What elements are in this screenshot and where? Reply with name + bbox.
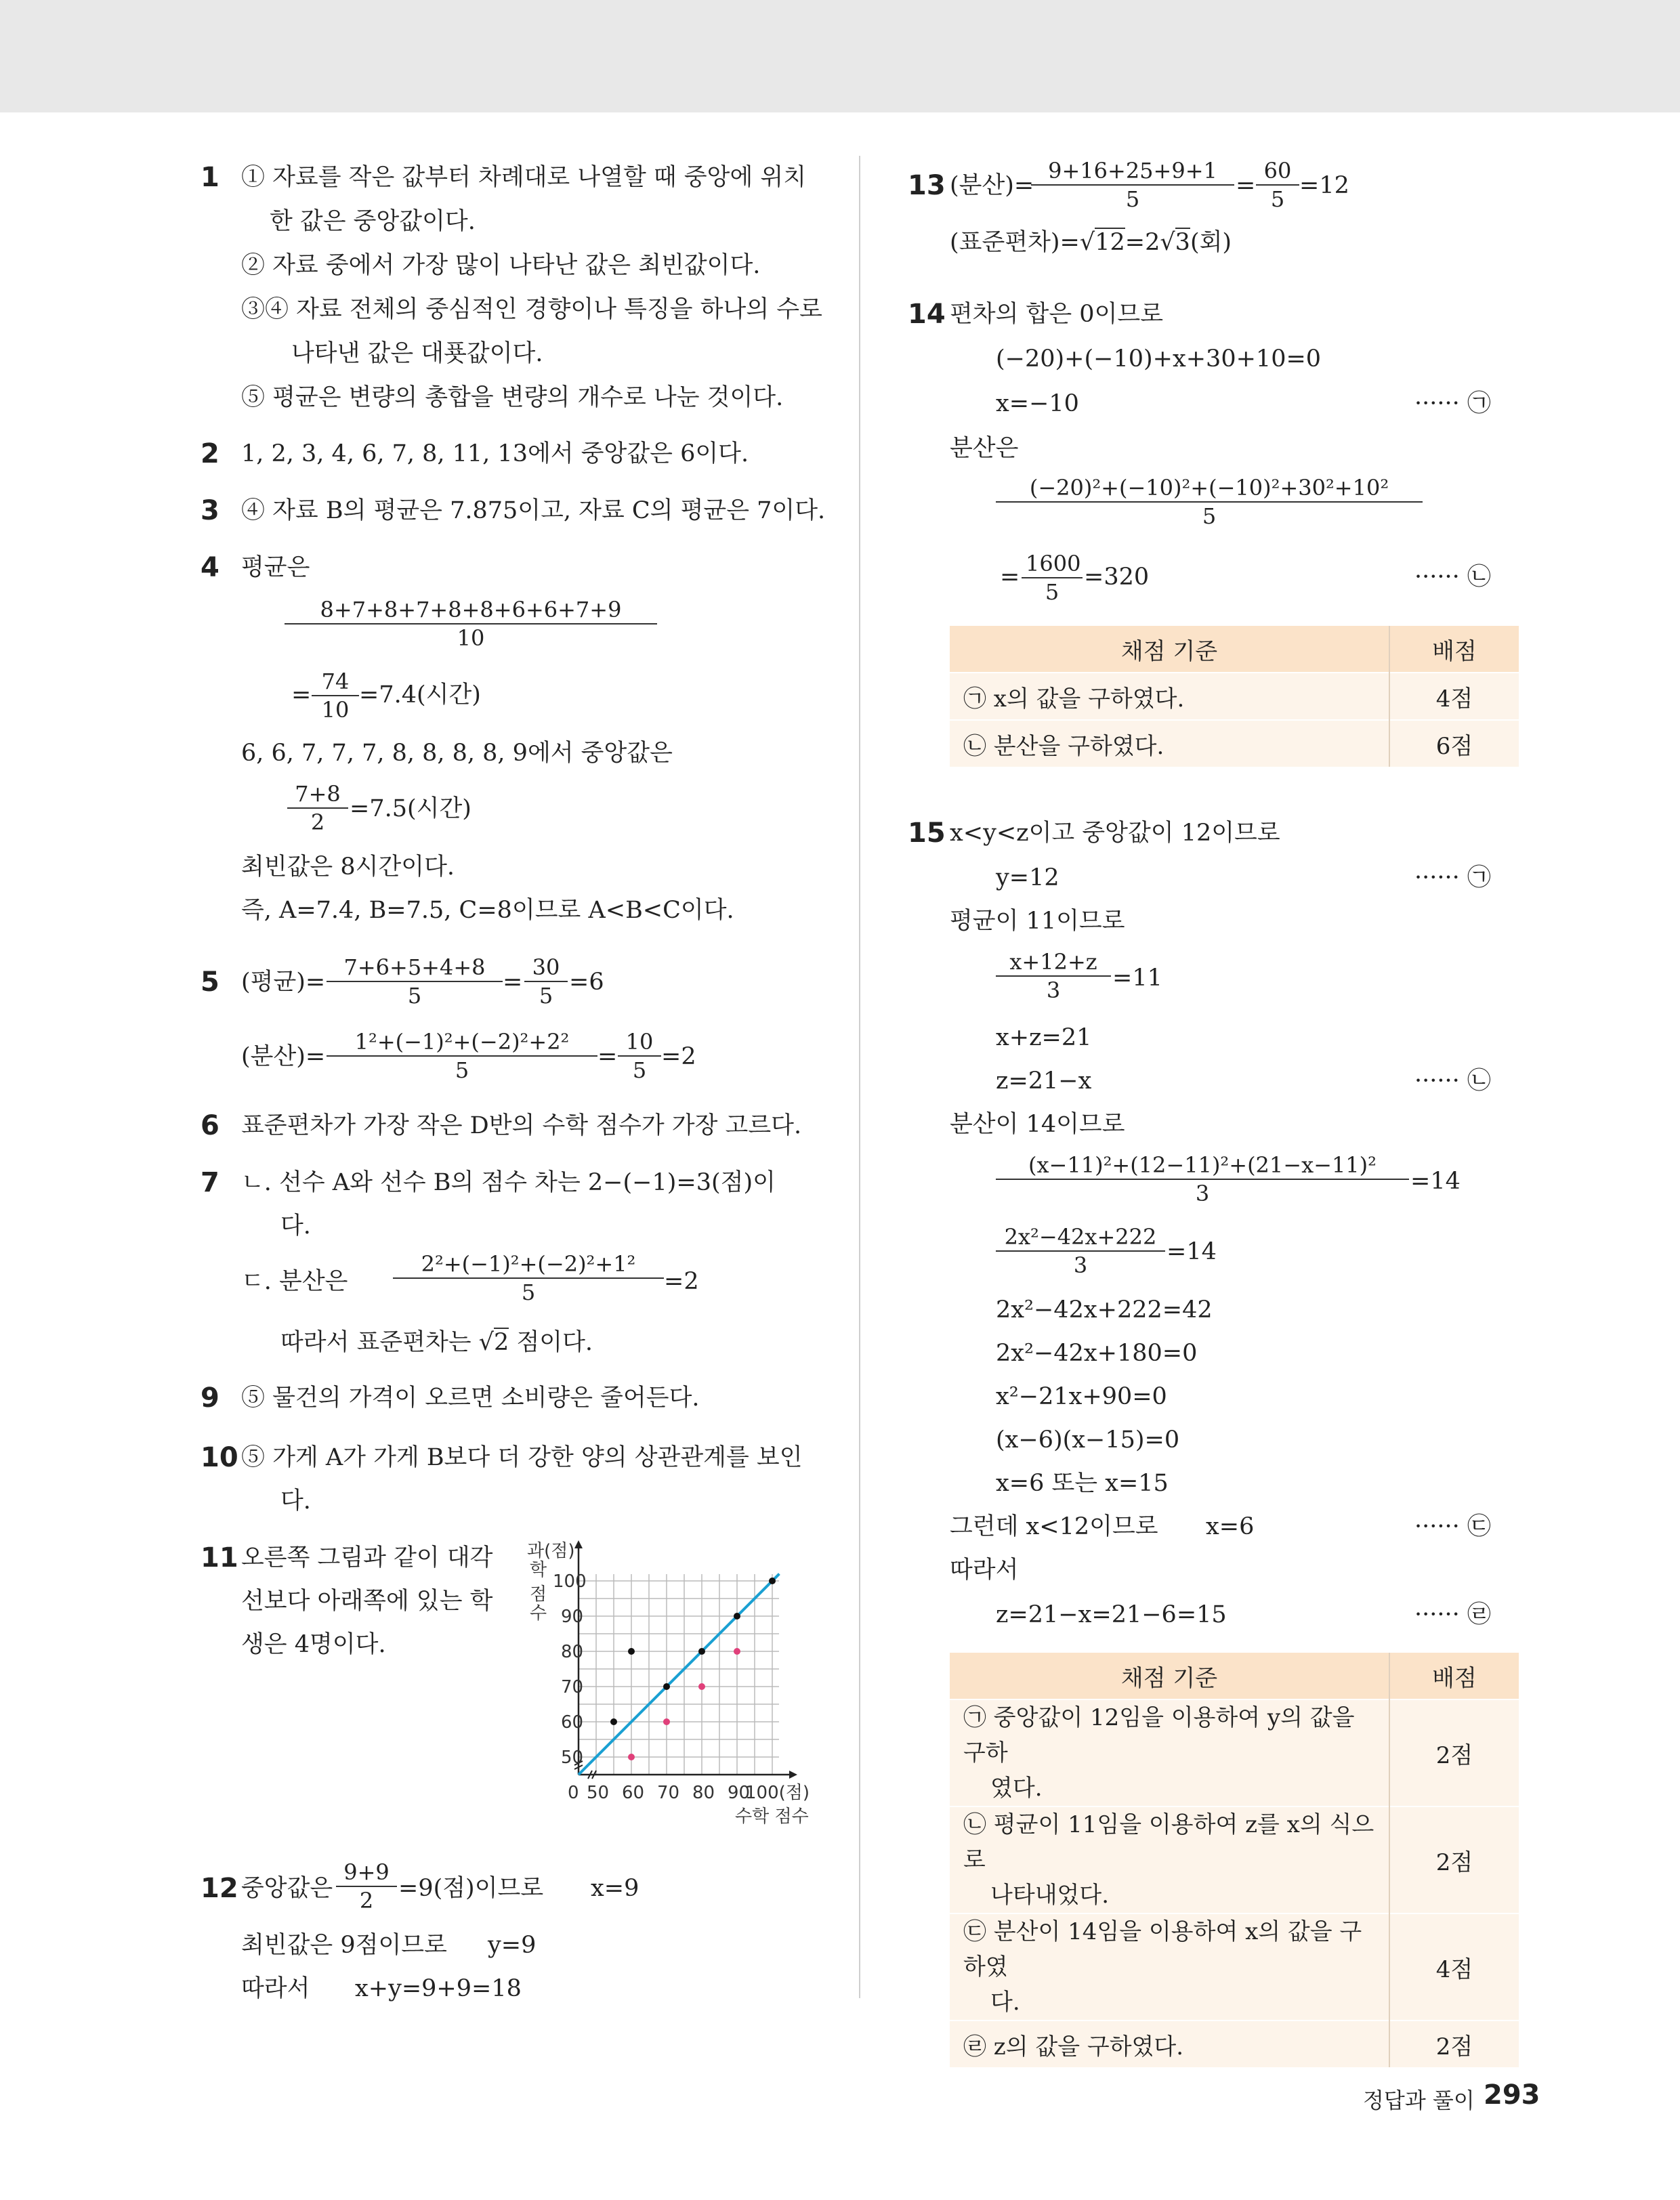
text-line: =7.5(시간) — [350, 795, 471, 822]
fraction: $\frac{10}{5}$ — [618, 1028, 661, 1084]
table-row — [950, 2021, 1519, 2067]
y-axis-arrow — [574, 1540, 583, 1548]
problem-number: 14 — [908, 299, 946, 330]
text-line: 편차의 합은 0이므로 — [950, 301, 1163, 328]
problem-number: 5 — [201, 967, 219, 998]
table-cell: 2점 — [1389, 1806, 1519, 1913]
text-line: ② 자료 중에서 가장 많이 나타난 값은 최빈값이다. — [241, 252, 761, 279]
text-line: 최빈값은 9점이므로 — [241, 1932, 447, 1959]
text-line: ㄴ. 선수 A와 선수 B의 점수 차는 2−(−1)=3(점)이 — [241, 1169, 776, 1196]
fraction: $\frac{1600}{5}$ — [1022, 550, 1083, 606]
data-point — [734, 1648, 740, 1655]
problem-number: 1 — [201, 162, 219, 193]
text-line: 다. — [280, 1487, 311, 1515]
table-header: 배점 — [1389, 626, 1519, 673]
problem-number: 11 — [201, 1542, 238, 1573]
fraction: $\frac{30}{5}$ — [524, 954, 568, 1009]
text-line: ⑤ 가게 A가 가게 B보다 더 강한 양의 상관관계를 보인 — [241, 1444, 803, 1471]
text-line: ④ 자료 B의 평균은 7.875이고, 자료 C의 평균은 7이다. — [241, 497, 826, 524]
table-row — [950, 1699, 1519, 1806]
y-tick-label: 90 — [561, 1607, 584, 1627]
text-line: (분산)= — [950, 172, 1034, 199]
data-point — [769, 1578, 776, 1584]
table-row — [950, 673, 1519, 720]
text-line: =7.4(시간) — [359, 681, 481, 708]
grading-table — [950, 1653, 1519, 2067]
text-line: 1, 2, 3, 4, 6, 7, 8, 11, 13에서 중앙값은 6이다. — [241, 440, 749, 467]
text-line: 2x²−42x+222=42 — [996, 1296, 1213, 1324]
table-cell: 4점 — [1389, 1913, 1519, 2021]
table-header: 채점 기준 — [950, 626, 1389, 673]
text-line: ① 자료를 작은 값부터 차례대로 나열할 때 중앙에 위치 — [241, 164, 807, 191]
x-unit-label: 100(점) — [745, 1783, 810, 1803]
text-line: 표준편차가 가장 작은 D반의 수학 점수가 가장 고르다. — [241, 1112, 802, 1139]
text-line: 나타낸 값은 대푯값이다. — [291, 340, 543, 367]
equals: = — [597, 1043, 618, 1070]
top-bar — [0, 0, 1680, 112]
equals: =320 — [1084, 564, 1150, 591]
text-line: x=6 — [1206, 1513, 1255, 1540]
text-line: ⑤ 평균은 변량의 총합을 변량의 개수로 나눈 것이다. — [241, 384, 784, 411]
fraction: $\frac{7+6+5+4+8}{5}$ — [327, 954, 503, 1009]
equals: =14 — [1410, 1168, 1461, 1195]
y-tick-label: 60 — [561, 1712, 584, 1733]
data-point — [698, 1648, 705, 1655]
text-line: x²−21x+90=0 — [996, 1383, 1167, 1410]
column-divider — [859, 156, 860, 1998]
text-line: 분산은 — [950, 435, 1019, 462]
data-point — [610, 1718, 617, 1725]
fraction: $\frac{\text{1²+(−1)²+(−2)²+2²}}{5}$ — [327, 1028, 597, 1084]
text-line: z=21−x — [996, 1067, 1092, 1095]
fraction: $\frac{7+8}{2}$ — [287, 780, 348, 836]
step-marker: ······ ㉡ — [1414, 564, 1491, 591]
text-line: 2x²−42x+180=0 — [996, 1340, 1198, 1367]
y-tick-label: 80 — [561, 1642, 584, 1662]
text-line: ⑤ 물건의 가격이 오르면 소비량은 줄어든다. — [241, 1384, 700, 1412]
text-line: x=9 — [591, 1875, 639, 1902]
problem-number: 9 — [201, 1382, 219, 1414]
fraction: $\frac{9+16+25+9+1}{5}$ — [1031, 157, 1234, 213]
equals: =2 — [664, 1268, 699, 1295]
text-line: y=9 — [488, 1932, 537, 1959]
fraction: $\frac{9+9}{2}$ — [336, 1859, 397, 1914]
text-line: (표준편차)=√12=2√3(회) — [950, 229, 1232, 256]
table-cell: ㉠ x의 값을 구하였다. — [950, 673, 1389, 720]
text-line: 평균은 — [241, 554, 310, 581]
text-line: (평균)= — [241, 969, 326, 996]
x-tick-label: 80 — [692, 1783, 715, 1803]
fraction: $\frac{\text{2²+(−1)²+(−2)²+1²}}{5}$ — [393, 1250, 664, 1306]
table-row — [950, 720, 1519, 767]
text-line: (x−6)(x−15)=0 — [996, 1426, 1180, 1454]
text-line: 6, 6, 7, 7, 7, 8, 8, 8, 8, 9에서 중앙값은 — [241, 740, 673, 767]
y-axis-title-top: 과(점) — [527, 1541, 575, 1561]
table-cell: 2점 — [1389, 2021, 1519, 2067]
table-row — [950, 1806, 1519, 1913]
footer-label: 정답과 풀이 — [1363, 2088, 1475, 2113]
problem-number: 10 — [201, 1442, 238, 1473]
tick-labels — [553, 1571, 750, 1803]
scatter-plot — [515, 1531, 826, 1842]
fraction: $\frac{74}{10}$ — [312, 668, 359, 723]
page-number: 293 — [1484, 2079, 1540, 2111]
text-line: ③④ 자료 전체의 중심적인 경향이나 특징을 하나의 수로 — [241, 296, 822, 323]
y-tick-label: 50 — [561, 1748, 584, 1768]
text-line: x<y<z이고 중앙값이 12이므로 — [950, 820, 1280, 847]
fraction: $\frac{60}{5}$ — [1256, 157, 1299, 213]
x-tick-label: 90 — [728, 1783, 751, 1803]
text-line: 따라서 표준편차는 √2 점이다. — [280, 1329, 593, 1356]
text-line: 평균이 11이므로 — [950, 908, 1125, 935]
step-marker: ······ ㉠ — [1414, 864, 1491, 891]
x-tick-label: 50 — [587, 1783, 610, 1803]
problem-number: 7 — [201, 1167, 219, 1198]
text-line: x+y=9+9=18 — [355, 1975, 522, 2002]
text-line: 그런데 x<12이므로 — [950, 1513, 1158, 1540]
data-point — [628, 1648, 635, 1655]
text-line: ㄷ. 분산은 — [241, 1268, 348, 1295]
problem-number: 2 — [201, 438, 219, 469]
fraction: $\frac{\text{(x−11)²+(12−11)²+(21−x−11)²}}{3}$ — [996, 1151, 1409, 1207]
table-header: 채점 기준 — [950, 1653, 1389, 1699]
equals: = — [291, 681, 312, 708]
table-header: 배점 — [1389, 1653, 1519, 1699]
y-tick-label: 70 — [561, 1677, 584, 1697]
y-axis-title-char: 수 — [530, 1603, 547, 1624]
table-cell: 2점 — [1389, 1699, 1519, 1806]
step-marker: ······ ㉠ — [1414, 390, 1491, 417]
equals: =14 — [1167, 1238, 1217, 1265]
fraction: $\frac{x+12+z}{3}$ — [996, 948, 1111, 1004]
data-point — [734, 1613, 740, 1620]
text-line: z=21−x=21−6=15 — [996, 1601, 1227, 1628]
table-cell: ㉡ 분산을 구하였다. — [950, 720, 1389, 767]
x-axis-title: 수학 점수 — [735, 1806, 809, 1827]
text-line: 한 값은 중앙값이다. — [270, 208, 476, 235]
data-point — [698, 1683, 705, 1690]
text-line: 즉, A=7.4, B=7.5, C=8이므로 A<B<C이다. — [241, 897, 734, 924]
x-axis-arrow — [789, 1771, 797, 1779]
table-cell: 6점 — [1389, 720, 1519, 767]
x-tick-label: 70 — [657, 1783, 680, 1803]
equals: = — [503, 969, 523, 996]
text-line: 최빈값은 8시간이다. — [241, 853, 455, 881]
equals: = — [1000, 564, 1020, 591]
text-line: 중앙값은 — [241, 1875, 333, 1902]
problem-number: 12 — [201, 1873, 238, 1904]
table-cell: ㉡ 평균이 11임을 이용하여 z를 x의 식으로 나타내었다. — [950, 1806, 1389, 1913]
step-marker: ······ ㉡ — [1414, 1067, 1491, 1095]
y-axis-title-char: 점 — [530, 1584, 547, 1605]
problem-number: 3 — [201, 495, 219, 526]
equals: =11 — [1112, 965, 1162, 992]
step-marker: ······ ㉢ — [1414, 1513, 1491, 1540]
problem-number: 15 — [908, 818, 946, 849]
step-marker: ······ ㉣ — [1414, 1601, 1491, 1628]
fraction: $\frac{\text{2x²−42x+222}}{3}$ — [996, 1223, 1165, 1279]
text-line: 따라서 — [950, 1557, 1019, 1584]
fraction: $\frac{8+7+8+7+8+8+6+6+7+9}{10}$ — [285, 596, 657, 652]
axes — [574, 1540, 797, 1779]
text-line: =9(점)이므로 — [398, 1875, 544, 1902]
problem-number: 6 — [201, 1110, 219, 1141]
equals: =2 — [661, 1043, 696, 1070]
text-line: y=12 — [996, 864, 1059, 891]
table-cell: ㉠ 중앙값이 12임을 이용하여 y의 값을 구하 였다. — [950, 1699, 1389, 1806]
data-point — [663, 1718, 670, 1725]
text-line: 선보다 아래쪽에 있는 학 — [241, 1588, 493, 1615]
data-point — [628, 1754, 635, 1760]
y-tick-label: 100 — [553, 1571, 587, 1592]
problem-number: 4 — [201, 552, 219, 583]
data-point — [663, 1683, 670, 1690]
y-axis-title-char: 학 — [530, 1560, 547, 1580]
table-cell: ㉣ z의 값을 구하였다. — [950, 2021, 1389, 2067]
origin-label: 0 — [568, 1783, 579, 1803]
text-line: 분산이 14이므로 — [950, 1111, 1125, 1138]
text-line: 다. — [280, 1212, 311, 1240]
equals: = — [1236, 172, 1256, 199]
text-line: 오른쪽 그림과 같이 대각 — [241, 1544, 493, 1571]
equals: =6 — [569, 969, 604, 996]
table-cell: 4점 — [1389, 673, 1519, 720]
diagonal-line — [579, 1574, 779, 1775]
problem-number: 13 — [908, 170, 946, 201]
equals: =12 — [1299, 172, 1349, 199]
table-row — [950, 1913, 1519, 2021]
text-line: x=−10 — [996, 390, 1079, 417]
text-line: x+z=21 — [996, 1024, 1092, 1051]
x-tick-label: 60 — [622, 1783, 645, 1803]
grading-table — [950, 626, 1519, 767]
text-line: x=6 또는 x=15 — [996, 1470, 1169, 1497]
text-line: (−20)+(−10)+x+30+10=0 — [996, 345, 1322, 373]
table-cell: ㉢ 분산이 14임을 이용하여 x의 값을 구하였 다. — [950, 1913, 1389, 2021]
fraction: $\frac{\text{(−20)²+(−10)²+(−10)²+30²+10²}}{5}$ — [996, 474, 1423, 530]
text-line: 따라서 — [241, 1975, 310, 2002]
text-line: 생은 4명이다. — [241, 1631, 386, 1658]
text-line: (분산)= — [241, 1043, 326, 1070]
